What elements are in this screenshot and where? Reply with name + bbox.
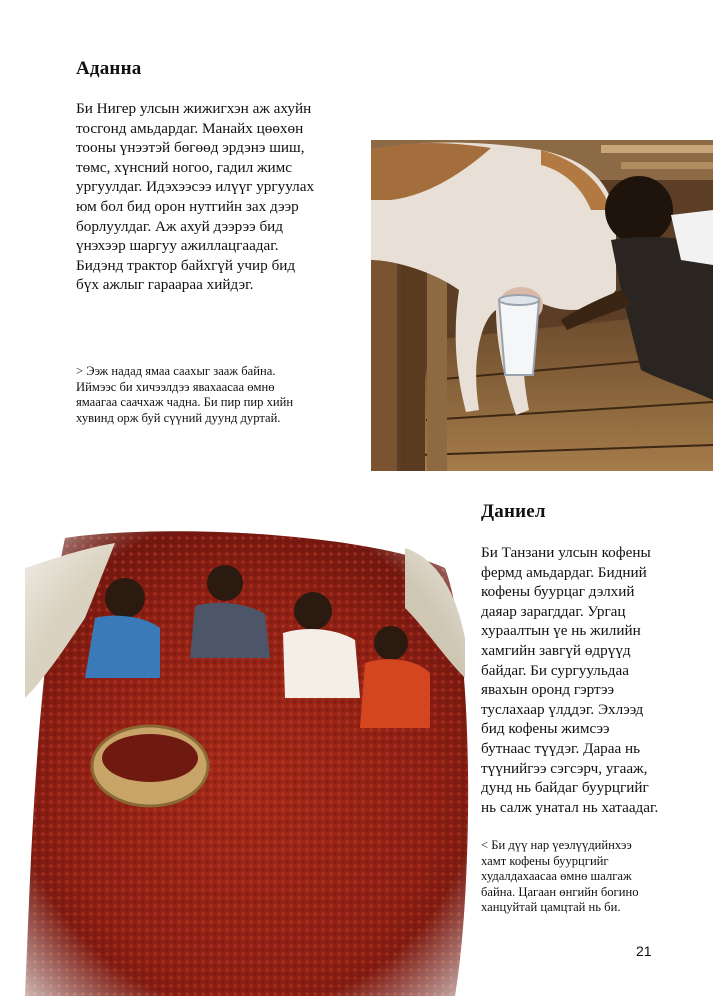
daniel-caption [481,838,706,916]
adanna-caption-line: Иймээс би хичээлдээ явахаасаа өмнө [76,379,275,394]
daniel-caption-line: худалдахаасаа өмнө шалгаж [481,869,632,884]
daniel-line: бид кофены жимсээ [481,720,610,738]
daniel-line: нь салж унатал нь хатаадаг. [481,798,659,816]
adanna-line: үнэхээр шаргуу ажиллацгаадаг. [76,237,279,255]
daniel-line: байдаг. Би сургуульдаа [481,661,630,679]
adanna-line: ургуулдаг. Идэхээсээ илүүг ургуулах [76,178,315,196]
coffee-sorting-photo [25,528,469,996]
daniel-paragraph [481,543,709,817]
daniel-line: хураалтын үе нь жилийн [481,622,641,640]
adanna-caption-line: хувинд орж буй сүүний дуунд дуртай. [76,410,281,425]
adanna-line: юм бол бид орон нутгийн зах дээр [76,197,299,215]
adanna-line: төмс, хүнсний ногоо, гадил жимс [76,158,292,176]
adanna-line: тосгонд амьдардаг. Манайх цөөхөн [76,119,304,137]
adanna-paragraph [76,99,376,295]
goat-milking-illustration [371,140,713,471]
daniel-line: түүнийгээ сэгсэрч, угааж, [481,759,648,777]
page-number: 21 [636,943,652,959]
daniel-caption-line: хамт кофены буурцгийг [481,853,609,868]
goat-milking-photo [371,140,713,471]
daniel-heading: Даниел [481,501,546,522]
daniel-line: фермд амьдардаг. Бидний [481,563,647,581]
daniel-line: туслахаар үлддэг. Эхлээд [481,700,644,718]
adanna-caption-line: ямаагаа саачхаж чадна. Би пир пир хийн [76,395,294,410]
adanna-heading: Аданна [76,58,142,79]
adanna-line: тооны үнээтэй бөгөөд эрдэнэ шиш, [76,139,305,157]
daniel-caption-line: ханцуйтай цамцтай нь би. [481,900,621,915]
daniel-line: дунд нь байдаг буурцгийг [481,779,649,797]
adanna-line: бүх ажлыг гараараа хийдэг. [76,276,254,294]
daniel-line: кофены буурцаг дэлхий [481,583,635,601]
daniel-line: даяар зарагддаг. Ургац [481,602,626,620]
adanna-line: Бидэнд трактор байхгүй учир бид [76,256,296,274]
adanna-line: Би Нигер улсын жижигхэн аж ахуйн [76,100,312,117]
adanna-line: борлуулдаг. Аж ахуй дээрээ бид [76,217,284,235]
daniel-caption-line: байна. Цагаан өнгийн богино [481,884,639,899]
adanna-caption [76,364,366,426]
daniel-caption-line: < Би дүү нар үеэлүүдийнхээ [481,838,632,852]
daniel-line: хамгийн завгүй өдрүүд [481,641,631,659]
coffee-sorting-illustration [25,528,469,996]
adanna-caption-line: > Ээж надад ямаа саахыг зааж байна. [76,364,276,378]
daniel-line: явахын оронд гэртээ [481,681,615,699]
daniel-line: бутнаас түүдэг. Дараа нь [481,739,641,757]
daniel-line: Би Танзани улсын кофены [481,544,651,561]
